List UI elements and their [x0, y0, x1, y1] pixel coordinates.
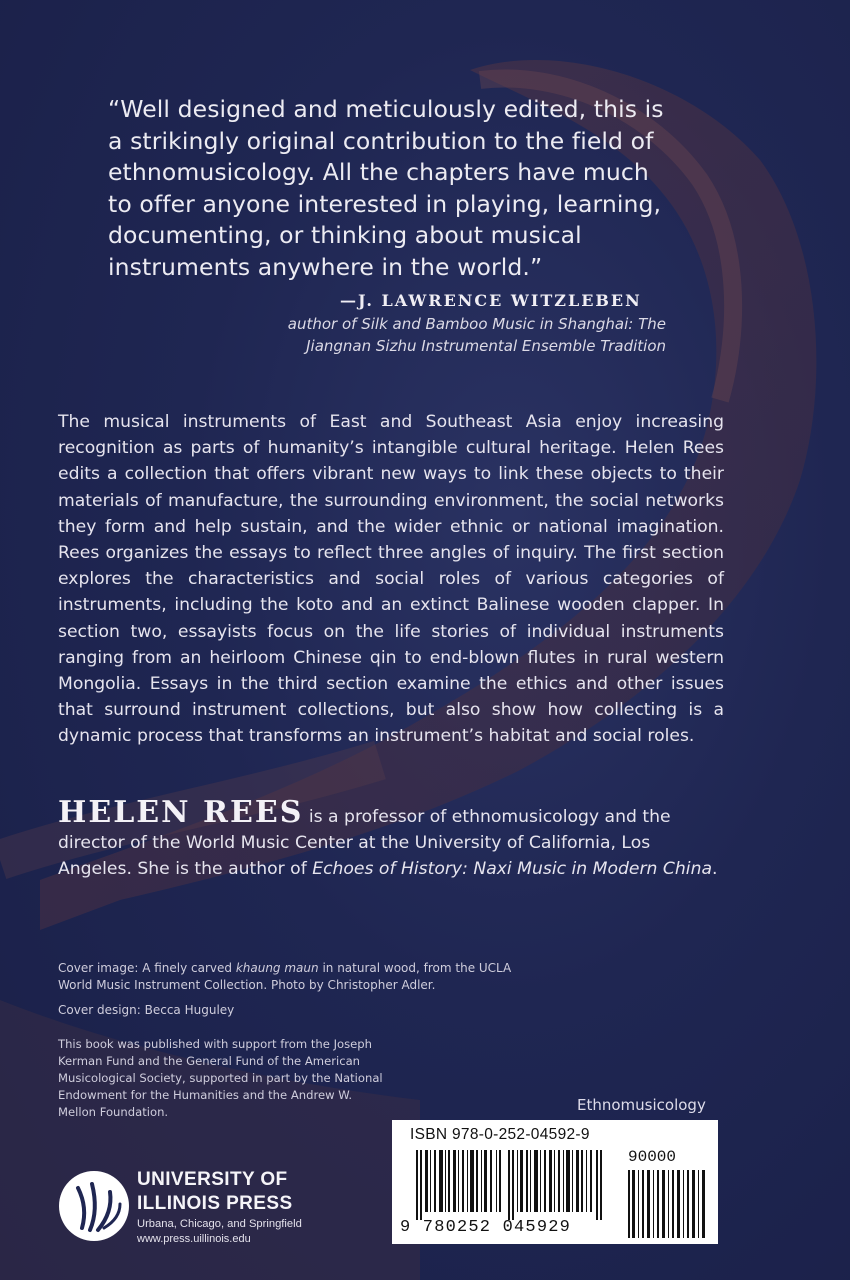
price-barcode-icon — [628, 1170, 708, 1238]
quote-author-credentials — [246, 313, 666, 357]
bio-text: is a professor of ethnomusicology and the director of the World Music Center at the University of California, Los Angeles. She is the author of — [58, 807, 671, 880]
editor-name: HELEN REES — [58, 795, 304, 830]
credit-text: Cover image: A finely carved — [58, 961, 236, 975]
quote-line: “Well designed and meticulously edited, this is — [108, 95, 664, 123]
instrument-name: khaung maun — [235, 961, 319, 975]
quote-line: ethnomusicology. All the chapters have much — [108, 158, 649, 186]
cover-credits — [58, 960, 538, 1027]
isbn-text: ISBN 978-0-252-04592-9 — [410, 1126, 590, 1143]
publisher-name-line: UNIVERSITY OF — [137, 1169, 288, 1190]
publisher-cities: Urbana, Chicago, and Springfield — [137, 1218, 302, 1230]
credit-text-cont: in natural wood, from the UCLA World Music Instrument Collection. Photo by Christopher Adler. — [58, 961, 512, 992]
barcode-panel — [392, 1120, 718, 1244]
wheat-logo-icon — [58, 1170, 130, 1242]
quote-line: a strikingly original contribution to the field of — [108, 126, 654, 155]
quote-line: documenting, or thinking about musical — [108, 221, 582, 249]
subject-category: Ethnomusicology — [577, 1096, 706, 1114]
publisher-url: www.press.uillinois.edu — [137, 1233, 251, 1245]
cover-image-credit — [58, 960, 538, 994]
author-prefix: author of — [287, 315, 362, 333]
endorsement-quote — [108, 94, 678, 283]
ean-digits: 9 780252 045929 — [400, 1218, 572, 1237]
quote-line: to offer anyone interested in playing, learning, — [108, 189, 662, 218]
editor-bio — [58, 795, 724, 883]
publisher-name-line: ILLINOIS PRESS — [137, 1193, 293, 1214]
ean-barcode-icon — [416, 1150, 616, 1220]
author-book-title: Silk and Bamboo Music in Shanghai: The — [361, 315, 666, 333]
cover-design-credit: Cover design: Becca Huguley — [58, 1003, 235, 1017]
author-book-title-cont: Jiangnan Sizhu Instrumental Ensemble Tradition — [306, 337, 666, 355]
bio-text-end: . — [712, 859, 718, 880]
publisher-name — [137, 1168, 293, 1216]
funding-statement: This book was published with support from the Joseph Kerman Fund and the General Fund of the American Musicological Society, supported in part by the National Endowment for the Humanities and the Andrew W. Mellon Foundation. — [58, 1037, 383, 1119]
bio-book-title: Echoes of History: Naxi Music in Modern China — [312, 859, 713, 880]
quote-author: —J. LAWRENCE WITZLEBEN — [340, 291, 642, 310]
quote-line: instruments anywhere in the world.” — [108, 252, 543, 281]
price-code: 90000 — [628, 1148, 677, 1166]
book-description: The musical instruments of East and Southeast Asia enjoy increasing recognition as parts of humanity’s intangible cultural heritage. Helen Rees edits a collection that offers vibrant new ways to link these objects to their materials of manufacture, the surrounding environment, the social networks they form and help sustain, and the wider ethnic or national imagination. Rees organizes the essays to reflect three angles of inquiry. The first section explores the characteristics and social roles of various categories of instruments, including the koto and an extinct Balinese wooden clapper. In section two, essayists focus on the life stories of individual instruments ranging from an heirloom Chinese qin to end-blown flutes in rural western Mongolia. Essays in the third section examine the ethics and other issues that surround instrument collections, but also show how collecting is a dynamic process that transforms an instrument’s habitat and social roles. — [58, 412, 724, 747]
